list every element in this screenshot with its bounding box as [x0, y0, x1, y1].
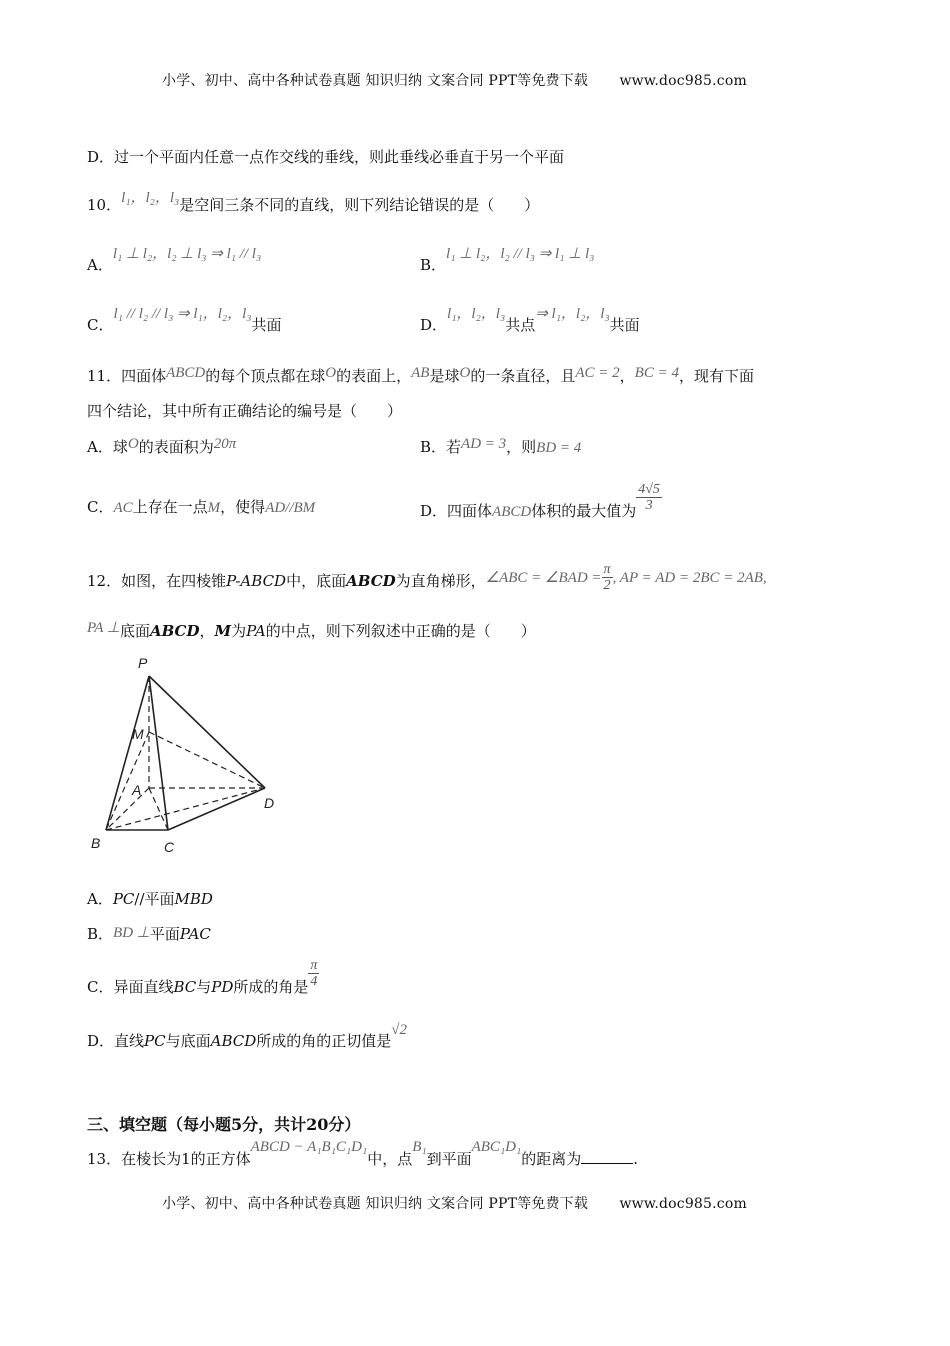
edge-bd [106, 788, 265, 830]
q11-math-3: AB [411, 365, 430, 381]
q12-text-1: 12．如图，在四棱锥 [87, 571, 227, 590]
q11-stem-line1 [87, 365, 754, 386]
q12-a-italic-2: MBD [174, 890, 213, 908]
edge-pc [149, 676, 168, 830]
q11-math-4: O [459, 365, 471, 381]
q11-d-numerator: 4√5 [638, 482, 660, 497]
q10-option-b [420, 246, 595, 275]
q12-c-italic-1: BC [173, 977, 197, 996]
q10-d-math2: ⇒ l₁，l₂，l₃ [535, 306, 610, 322]
q11-c-text-1: C． [87, 498, 114, 516]
q12-option-d [87, 1022, 408, 1051]
q11-c-math-3: AD//BM [265, 500, 316, 516]
q12-c-frac-num: π [310, 958, 318, 973]
q12-c-italic-2: PD [211, 977, 234, 996]
q12-text-6: 为 [231, 622, 247, 640]
q11-b-math-1: AD = 3 [461, 436, 507, 452]
q12-a-text-1: A． [87, 890, 113, 908]
q11-d-text-1: D．四面体 [420, 501, 493, 520]
q10-number: 10． [87, 196, 122, 214]
edge-mb [106, 732, 149, 830]
q11-stem-line2: 四个结论，其中所有正确结论的编号是（ ） [87, 402, 403, 420]
q11-option-a [87, 436, 236, 457]
page-header [162, 70, 747, 90]
q13-stem [87, 1139, 638, 1169]
header-url: www.doc985.com [619, 73, 747, 89]
q12-b-italic-2: PAC [179, 925, 211, 943]
label-m: M [132, 726, 144, 742]
q11-option-b [420, 436, 581, 457]
label-c: C [164, 839, 175, 855]
q12-c-text-2: 与 [196, 977, 212, 996]
q12-fraction [602, 562, 613, 594]
q11-math-2: O [325, 365, 337, 381]
q10-b-math: l₁ ⊥ l₂，l₂ // l₃ ⇒ l₁ ⊥ l₃ [446, 246, 595, 262]
q12-italic-1: P-ABCD [226, 571, 287, 590]
q12-d-text-1: D．直线 [87, 1032, 145, 1050]
q11-text-6: ， [619, 367, 635, 385]
q11-a-text-1: A．球 [87, 438, 128, 456]
q13-answer-blank[interactable] [581, 1149, 633, 1164]
q12-text-3: 为直角梯形， [395, 571, 486, 590]
q12-stem-line2 [87, 620, 536, 641]
q12-italic-5: PA [246, 622, 266, 640]
q10-option-c [87, 306, 282, 335]
q12-b-text-1: B． [87, 925, 114, 943]
q11-text-7: ，现有下面 [678, 367, 754, 385]
q13-text-1: 13．在棱长为1的正方体 [87, 1150, 251, 1168]
q12-italic-3: ABCD [149, 622, 200, 640]
q11-option-d [420, 472, 662, 520]
q13-text-4: 的距离为 [521, 1150, 582, 1168]
label-b: B [91, 835, 101, 851]
q10-a-label: A． [87, 256, 113, 274]
q12-d-text-2: 与底面 [165, 1032, 211, 1050]
q12-option-b [87, 923, 211, 944]
edge-cd [168, 788, 265, 830]
q12-c-text-3: 所成的角是 [233, 977, 309, 996]
pyramid-figure [80, 650, 300, 860]
q11-d-fraction [636, 482, 662, 514]
q12-a-text-2: //平面 [134, 890, 175, 908]
q10-d-math1: l₁，l₂，l₃ [447, 306, 506, 322]
q12-math-3: PA ⊥ [87, 620, 120, 636]
q12-italic-4: M [214, 622, 232, 640]
q12-d-math-1: √2 [391, 1022, 408, 1038]
q12-italic-2: ABCD [346, 571, 396, 590]
q12-frac-den: 2 [603, 578, 611, 594]
q11-d-text-2: 体积的最大值为 [531, 501, 637, 520]
label-a: A [132, 782, 142, 798]
q11-c-math-1: AC [113, 500, 133, 516]
q10-b-label: B． [420, 256, 447, 274]
q10-c-tail: 共面 [251, 316, 282, 334]
q11-c-text-3: ，使得 [220, 498, 266, 516]
q12-c-text-1: C．异面直线 [87, 977, 174, 996]
q10-d-mid: 共点 [505, 316, 536, 334]
q13-math-3: ABC₁D₁ [471, 1139, 522, 1155]
q10-c-label: C． [87, 316, 114, 334]
q9-option-d: D．过一个平面内任意一点作交线的垂线，则此垂线必垂直于另一个平面 [87, 148, 565, 166]
q11-math-5: AC = 2 [575, 365, 620, 381]
q11-text-5: 的一条直径，且 [470, 367, 576, 385]
q11-text-2: 的每个顶点都在球 [205, 367, 326, 385]
q10-stem [87, 190, 540, 215]
q10-text: 是空间三条不同的直线，则下列结论错误的是（ ） [179, 196, 540, 214]
q11-math-6: BC = 4 [634, 365, 679, 381]
footer-text: 小学、初中、高中各种试卷真题 知识归纳 文案合同 PPT等免费下载 [162, 1196, 589, 1212]
q12-option-c [87, 958, 319, 996]
q11-text-4: 是球 [429, 367, 460, 385]
q12-c-fraction [308, 958, 319, 990]
q10-d-tail: 共面 [609, 316, 640, 334]
label-d: D [264, 795, 275, 811]
q11-c-math-2: M [207, 500, 221, 516]
q12-option-a [87, 888, 213, 909]
section-3-heading: 三、填空题（每小题5分，共计20分） [87, 1115, 361, 1134]
q12-stem-line1 [87, 562, 767, 598]
q13-text-end: . [633, 1150, 638, 1168]
q12-c-frac-den: 4 [310, 974, 318, 990]
q10-lines: l₁，l₂，l₃ [121, 190, 180, 206]
edge-pd [149, 676, 265, 788]
q13-math-1: ABCD − A₁B₁C₁D₁ [250, 1139, 368, 1155]
q11-d-math-1: ABCD [492, 503, 532, 520]
q12-d-text-3: 所成的角的正切值是 [256, 1032, 392, 1050]
label-p: P [138, 655, 148, 671]
q11-text-3: 的表面上， [336, 367, 412, 385]
q11-c-text-2: 上存在一点 [132, 498, 208, 516]
q12-text-7: 的中点，则下列叙述中正确的是（ ） [265, 622, 536, 640]
q10-option-a [87, 246, 262, 275]
q11-text-1: 11．四面体 [87, 367, 167, 385]
q12-d-italic-2: ABCD [210, 1032, 257, 1050]
q10-d-label: D． [420, 316, 448, 334]
q13-math-2: B₁ [412, 1139, 427, 1155]
q12-math-1: ∠ABC = ∠BAD = [485, 569, 602, 586]
q12-frac-num: π [603, 562, 611, 577]
page-footer [162, 1193, 747, 1213]
q12-math-2: , AP = AD = 2BC = 2AB, [612, 569, 767, 586]
q13-text-2: 中，点 [367, 1150, 413, 1168]
edge-pb [106, 676, 149, 830]
q12-text-4: 底面 [119, 622, 150, 640]
q12-text-5: ， [199, 622, 215, 640]
q11-d-denominator: 3 [645, 498, 653, 514]
q11-a-math-1: O [127, 436, 139, 452]
q13-text-3: 到平面 [426, 1150, 472, 1168]
q12-a-italic-1: PC [112, 890, 135, 908]
q11-b-text-1: B．若 [420, 438, 462, 456]
q10-a-math: l₁ ⊥ l₂，l₂ ⊥ l₃ ⇒ l₁ // l₃ [112, 246, 262, 262]
q10-c-math: l₁ // l₂ // l₃ ⇒ l₁，l₂，l₃ [113, 306, 252, 322]
q12-text-2: 中，底面 [286, 571, 347, 590]
q10-option-d [420, 306, 640, 335]
header-text: 小学、初中、高中各种试卷真题 知识归纳 文案合同 PPT等免费下载 [162, 73, 589, 89]
q11-b-math-2: BD = 4 [536, 440, 582, 456]
edge-md [149, 732, 265, 788]
q11-option-c [87, 496, 315, 517]
q12-d-italic-1: PC [144, 1032, 166, 1050]
q11-b-text-2: ，则 [506, 438, 537, 456]
q11-a-text-2: 的表面积为 [138, 438, 214, 456]
q11-a-math-2: 20π [213, 436, 237, 452]
q11-math-1: ABCD [166, 365, 206, 381]
footer-url: www.doc985.com [619, 1196, 747, 1212]
q12-b-math-1: BD ⊥ [113, 925, 150, 941]
q12-b-text-2: 平面 [149, 925, 180, 943]
